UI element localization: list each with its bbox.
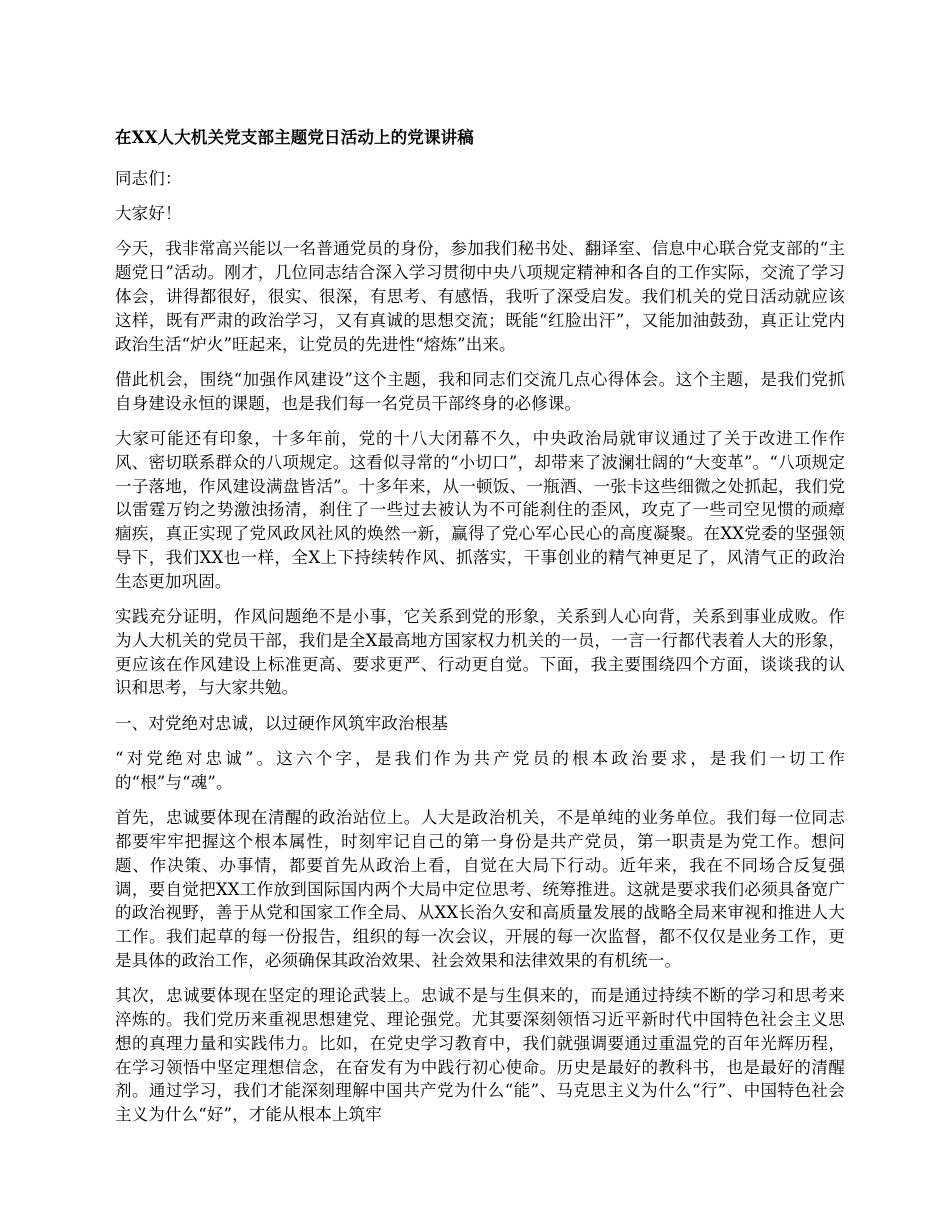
- document-page: [115, 126, 845, 1138]
- section-heading-1: 一、对党绝对忠诚，以过硬作风筑牢政治根基: [115, 713, 448, 733]
- paragraph-background: 大家可能还有印象，十多年前，党的十八大闭幕不久，中央政治局就审议通过了关于改进工作作风、密切联系群众的八项规定。这看似寻常的“小切口”，却带来了波澜壮阔的“大变革”。“八项规定一子落地，作风建设满盘皆活”。十多年来，从一顿饭、一瓶酒、一张卡这些细微之处抓起，我们党以雷霆万钧之势激浊扬清，刹住了一些过去被认为不可能刹住的歪风，攻克了一些司空见惯的顽瘴痼疾，真正实现了党风政风社风的焕然一新，赢得了党心军心民心的高度凝聚。在XX党委的坚强领导下，我们XX也一样，全X上下持续转作风、抓落实，干事创业的精气神更足了，风清气正的政治生态更加巩固。: [115, 428, 845, 591]
- paragraph-salutation: 同志们：: [115, 168, 182, 188]
- document-title: 在XX人大机关党支部主题党日活动上的党课讲稿: [115, 128, 474, 147]
- paragraph-greeting: 大家好！: [115, 204, 182, 224]
- paragraph-loyalty-intro: “对党绝对忠诚”。这六个字，是我们作为共产党员的根本政治要求，是我们一切工作的“根”与“魂”。: [115, 749, 845, 792]
- paragraph-opening: 今天，我非常高兴能以一名普通党员的身份，参加我们秘书处、翻译室、信息中心联合党支部的“主题党日”活动。刚才，几位同志结合深入学习贯彻中央八项规定精神和各自的工作实际，交流了学习体会，讲得都很好，很实、很深，有思考、有感悟，我听了深受启发。我们机关的党日活动就应该这样，既有严肃的政治学习，又有真诚的思想交流；既能“红脸出汗”，又能加油鼓劲，真正让党内政治生活“炉火”旺起来，让党员的先进性“熔炼”出来。: [115, 239, 845, 354]
- paragraph-first-point: 首先，忠诚要体现在清醒的政治站位上。人大是政治机关，不是单纯的业务单位。我们每一位同志都要牢牢把握这个根本属性，时刻牢记自己的第一身份是共产党员，第一职责是为党工作。想问题、作决策、办事情，都要首先从政治上看，自觉在大局下行动。近年来，我在不同场合反复强调，要自觉把XX工作放到国际国内两个大局中定位思考、统筹推进。这就是要求我们必须具备宽广的政治视野，善于从党和国家工作全局、从XX长治久安和高质量发展的战略全局来审视和推进人大工作。我们起草的每一份报告，组织的每一次会议，开展的每一次监督，都不仅仅是业务工作，更是具体的政治工作，必须确保其政治效果、社会效果和法律效果的有机统一。: [115, 808, 845, 970]
- paragraph-practice: 实践充分证明，作风问题绝不是小事，它关系到党的形象，关系到人心向背，关系到事业成败。作为人大机关的党员干部，我们是全X最高地方国家权力机关的一员，一言一行都代表着人大的形象，更应该在作风建设上标准更高、要求更严、行动更自觉。下面，我主要围绕四个方面，谈谈我的认识和思考，与大家共勉。: [115, 607, 845, 698]
- paragraph-topic: 借此机会，围绕“加强作风建设”这个主题，我和同志们交流几点心得体会。这个主题，是我们党抓自身建设永恒的课题，也是我们每一名党员干部终身的必修课。: [115, 369, 845, 413]
- paragraph-second-point: 其次，忠诚要体现在坚定的理论武装上。忠诚不是与生俱来的，而是通过持续不断的学习和思考来淬炼的。我们党历来重视思想建党、理论强党。尤其要深刻领悟习近平新时代中国特色社会主义思想的真理力量和实践伟力。比如，在党史学习教育中，我们就强调要通过重温党的百年光辉历程，在学习领悟中坚定理想信念，在奋发有为中践行初心使命。历史是最好的教科书，也是最好的清醒剂。通过学习，我们才能深刻理解中国共产党为什么“能”、马克思主义为什么“行”、中国特色社会主义为什么“好”，才能从根本上筑牢: [115, 986, 845, 1125]
